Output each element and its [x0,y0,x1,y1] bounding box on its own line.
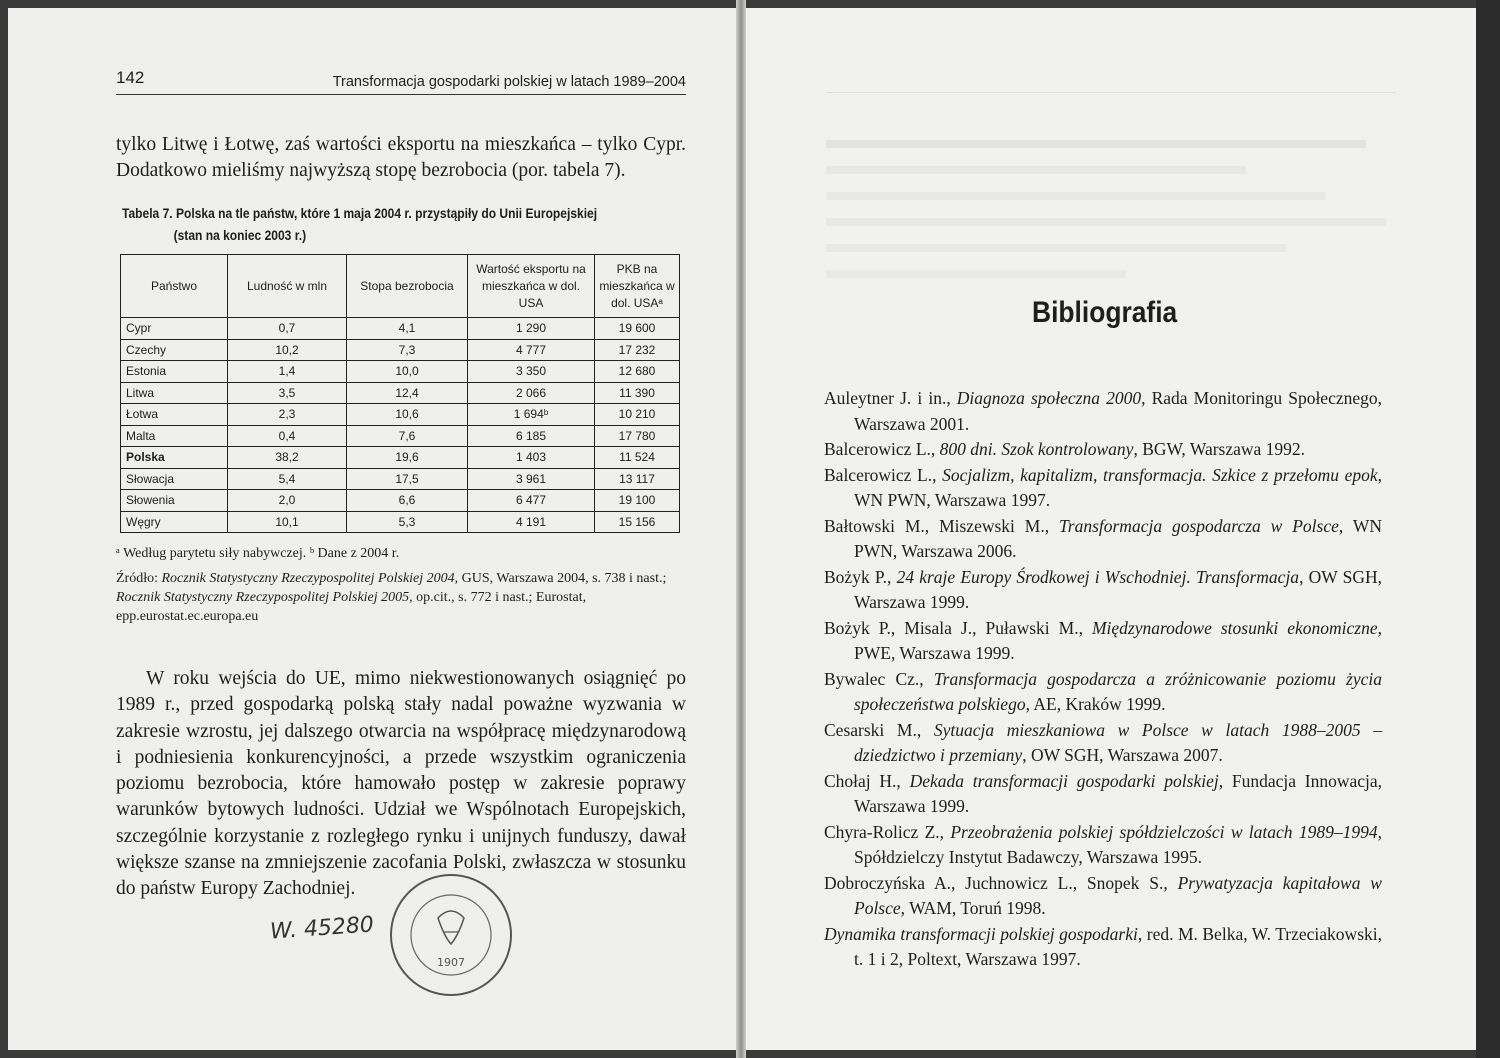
entry-author: Cesarski M., [824,719,934,740]
table-body [121,318,680,533]
bleed-through-line [826,270,1126,278]
value-cell: 12 680 [595,361,680,383]
column-header: Stopa bezrobocia [347,255,468,318]
value-cell: 19 600 [595,318,680,340]
column-header: Ludność w mln [228,255,347,318]
column-header: Państwo [121,255,228,318]
country-cell: Cypr [121,318,228,340]
entry-author: Bywalec Cz., [824,668,934,689]
entry-title: Prywatyzacja kapitałowa w Polsce [854,872,1382,918]
entry-author: Dobroczyńska A., Juchnowicz L., Snopek S., [824,872,1178,893]
bleed-through-line [826,166,1246,174]
running-header [116,66,686,95]
value-cell: 13 117 [595,468,680,490]
value-cell: 5,4 [228,468,347,490]
value-cell: 17,5 [347,468,468,490]
bleed-through-header [826,66,1396,93]
value-cell: 15 156 [595,511,680,533]
value-cell: 10,0 [347,361,468,383]
table-caption-subtitle: (stan na koniec 2003 r.) [173,227,307,243]
entry-details: , Fundacja Innowacja, Warszawa 1999. [854,770,1382,816]
bibliography-entry [824,667,1382,718]
value-cell: 38,2 [228,447,347,469]
table-notes [116,544,686,626]
entry-title: Sytuacja mieszkaniowa w Polsce w latach 1988–2005 – dziedzictwo i przemiany [854,719,1383,765]
bibliography-entry [824,718,1382,769]
country-cell: Estonia [121,361,228,383]
bibliography-entry [824,386,1382,437]
intro-paragraph: tylko Litwę i Łotwę, zaś wartości eksportu na mieszkańca – tylko Cypr. Dodatkowo mieliśmy najwyższą stopę bezrobocia (por. tabela 7). [116,134,686,181]
table-row [121,511,680,533]
value-cell: 1 290 [468,318,595,340]
entry-author: Chołaj H., [824,770,910,791]
entry-author: Balcerowicz L., [824,439,940,459]
table-row [121,447,680,469]
bleed-through-line [826,218,1386,226]
country-cell: Czechy [121,339,228,361]
entry-title: Międzynarodowe stosunki ekonomiczne [1091,617,1378,638]
entry-author: Balcerowicz L., [824,464,943,485]
page-number: 142 [116,68,145,87]
bibliography-entry [824,871,1382,922]
entry-details: , OW SGH, Warszawa 2007. [1022,745,1223,765]
value-cell: 6,6 [347,490,468,512]
value-cell: 3,5 [228,382,347,404]
entry-details: , red. M. Belka, W. Trzeciakowski, t. 1 i 2, Poltext, Warszawa 1997. [854,923,1382,969]
value-cell: 19 100 [595,490,680,512]
bibliography-entry [824,616,1382,667]
left-page [8,8,736,1050]
bibliography-entry [824,922,1382,973]
bibliography-list [824,386,1382,973]
entry-details: , WN PWN, Warszawa 2006. [854,515,1382,561]
entry-author: Bożyk P., [824,566,897,587]
library-stamp [386,870,516,1000]
table-caption-title: Tabela 7. Polska na tle państw, które 1 maja 2004 r. przystąpiły do Unii Europejskiej [122,205,598,221]
country-cell: Słowacja [121,468,228,490]
handwritten-inventory-number: W. 45280 [269,912,375,945]
country-cell: Litwa [121,382,228,404]
bibliography-entry [824,437,1382,463]
bibliography-entry [824,820,1382,871]
entry-details: , WAM, Toruń 1998. [900,898,1046,918]
value-cell: 2,0 [228,490,347,512]
table-row [121,425,680,447]
table-footnote: ᵃ Według parytetu siły nabywczej. ᵇ Dane z 2004 r. [116,546,400,561]
value-cell: 1 694ᵇ [468,404,595,426]
value-cell: 0,4 [228,425,347,447]
value-cell: 7,6 [347,425,468,447]
value-cell: 0,7 [228,318,347,340]
entry-title: Socjalizm, kapitalizm, transformacja. Szkice z przełomu epok [942,464,1378,485]
entry-details: , OW SGH, Warszawa 1999. [854,566,1382,612]
right-page [746,8,1476,1050]
scan-edge [1476,0,1500,1058]
value-cell: 6 477 [468,490,595,512]
value-cell: 7,3 [347,339,468,361]
value-cell: 1,4 [228,361,347,383]
bibliography-heading: Bibliografia [1032,296,1178,329]
value-cell: 3 350 [468,361,595,383]
entry-title: Dynamika transformacji polskiej gospodarki [824,923,1138,944]
entry-title: Transformacja gospodarcza a zróżnicowanie poziomu życia społeczeństwa polskiego [854,668,1382,714]
entry-author: Auleytner J. i in., [824,388,957,408]
table-row [121,382,680,404]
value-cell: 10,2 [228,339,347,361]
stamp-year: 1907 [437,956,465,969]
table-caption [122,202,604,246]
entry-title: 24 kraje Europy Środkowej i Wschodniej. Transformacja [896,566,1300,587]
bleed-through-line [826,244,1286,252]
entry-title: Dekada transformacji gospodarki polskiej [909,770,1219,791]
main-paragraph: W roku wejścia do UE, mimo niekwestionowanych osiągnięć po 1989 r., przed gospodarką polską stały nadal poważne wyzwania w zakresie wzrostu, jej dalszego otwarcia na współpracę międzynarodową i podniesienia konkurencyjności, a przede wszystkim ograniczenia poziomu bezrobocia, które hamowało postęp w zakresie poprawy warunków bytowych ludności. Udział we Wspólnotach Europejskich, szczególnie korzystanie z rozległego rynku i unijnych funduszy, dawał większe szanse na zmniejszenie zacofania Polski, zwłaszcza w stosunku do państw Europy Zachodniej. [116,668,686,900]
value-cell: 4 777 [468,339,595,361]
value-cell: 1 403 [468,447,595,469]
table-row [121,361,680,383]
value-cell: 2,3 [228,404,347,426]
statistics-table [120,254,680,533]
table-header-row [121,255,680,318]
entry-title: Przeobrażenia polskiej spółdzielczości w latach 1989–1994 [950,821,1378,842]
entry-title: Transformacja gospodarcza w Polsce [1059,515,1339,536]
country-cell: Łotwa [121,404,228,426]
table-row [121,339,680,361]
entry-author: Chyra-Rolicz Z., [824,821,951,842]
entry-details: , PWE, Warszawa 1999. [854,617,1382,663]
value-cell: 10,6 [347,404,468,426]
entry-details: , Spółdzielczy Instytut Badawczy, Warszawa 1995. [854,821,1382,867]
country-cell: Polska [121,447,228,469]
value-cell: 11 390 [595,382,680,404]
country-cell: Węgry [121,511,228,533]
value-cell: 12,4 [347,382,468,404]
bibliography-entry [824,514,1382,565]
table-source: Źródło: Rocznik Statystyczny Rzeczypospolitej Polskiej 2004, GUS, Warszawa 2004, s. 738 i nast.; Rocznik Statystyczny Rzeczypospolitej Polskiej 2005, op.cit., s. 772 i nast.; Eurostat, epp.eurostat.ec.europa.eu [116,571,667,624]
country-cell: Słowenia [121,490,228,512]
table-row [121,468,680,490]
value-cell: 11 524 [595,447,680,469]
value-cell: 6 185 [468,425,595,447]
entry-title: 800 dni. Szok kontrolowany [939,439,1134,459]
bleed-through-line [826,140,1366,148]
book-spine [736,0,746,1058]
entry-author: Bożyk P., Misala J., Puławski M., [824,617,1092,638]
value-cell: 10 210 [595,404,680,426]
value-cell: 4,1 [347,318,468,340]
value-cell: 17 780 [595,425,680,447]
value-cell: 10,1 [228,511,347,533]
value-cell: 19,6 [347,447,468,469]
entry-title: Diagnoza społeczna 2000 [956,388,1142,408]
value-cell: 4 191 [468,511,595,533]
value-cell: 5,3 [347,511,468,533]
bleed-through-line [826,192,1326,200]
value-cell: 3 961 [468,468,595,490]
bibliography-entry [824,565,1382,616]
country-cell: Malta [121,425,228,447]
table-row [121,490,680,512]
value-cell: 17 232 [595,339,680,361]
entry-details: , AE, Kraków 1999. [1025,694,1166,714]
column-header: Wartość eksportu na mieszkańca w dol. USA [468,255,595,318]
column-header: PKB na mieszkańca w dol. USAᵃ [595,255,680,318]
entry-details: , WN PWN, Warszawa 1997. [854,464,1382,510]
entry-details: , BGW, Warszawa 1992. [1133,439,1306,459]
entry-author: Bałtowski M., Miszewski M., [824,515,1059,536]
table-row [121,404,680,426]
bibliography-entry [824,769,1382,820]
value-cell: 2 066 [468,382,595,404]
table-row [121,318,680,340]
bibliography-entry [824,463,1382,514]
entry-details: , Rada Monitoringu Społecznego, Warszawa 2001. [854,388,1382,434]
running-title: Transformacja gospodarki polskiej w latach 1989–2004 [332,74,686,90]
